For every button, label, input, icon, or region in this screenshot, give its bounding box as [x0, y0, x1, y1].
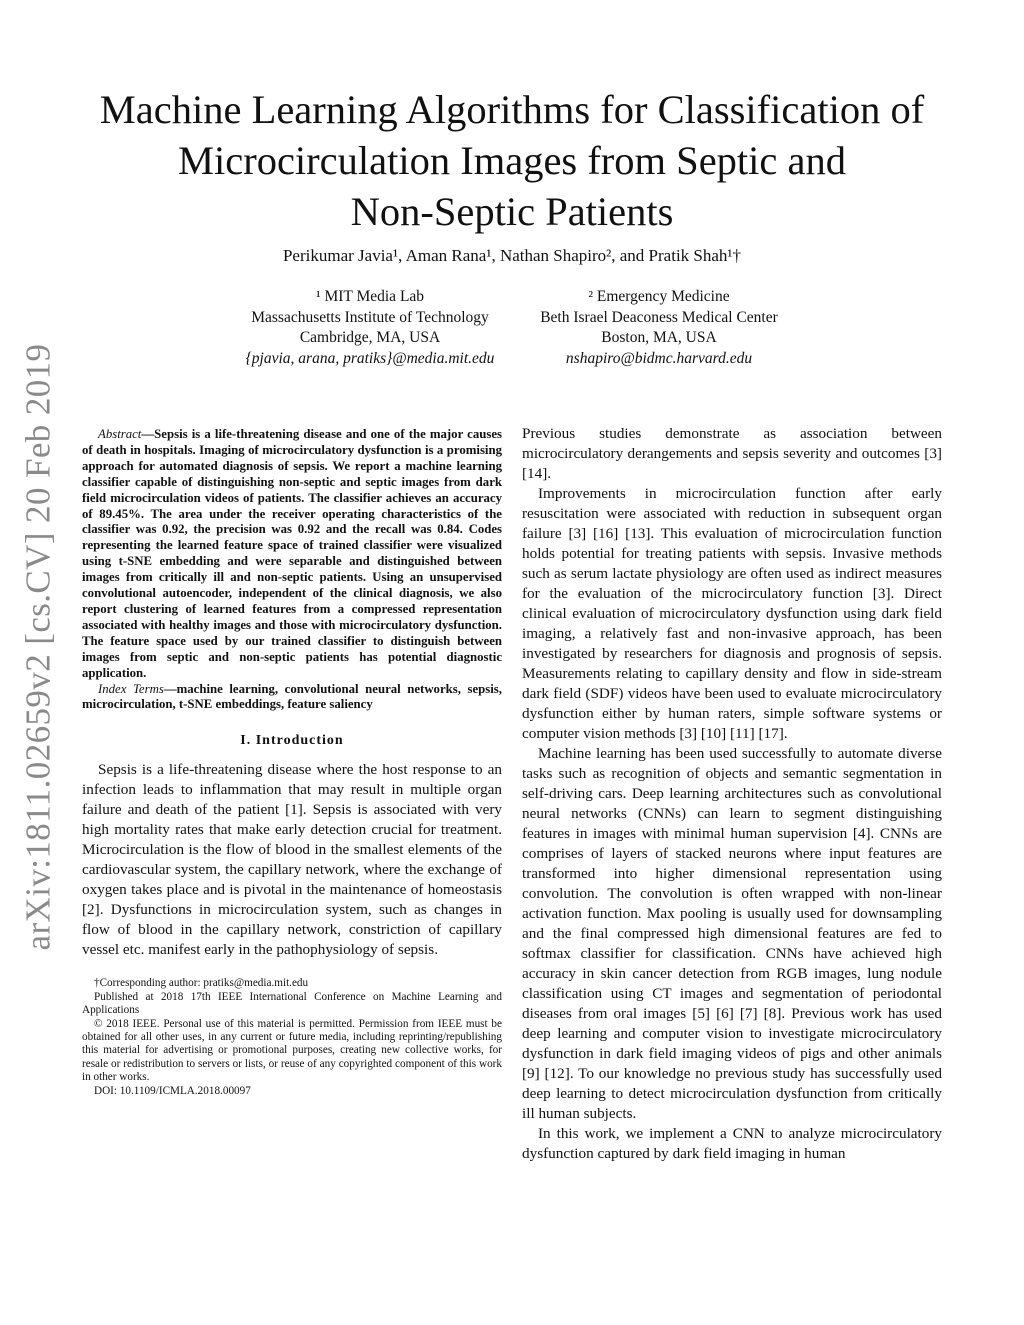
affiliation-line: ² Emergency Medicine [588, 288, 730, 305]
abstract-text: —Sepsis is a life-threatening disease and one of the major causes of death in hospitals. Imaging of microcirculatory dysfunction is a promising approach for automated diagnosis of sepsis. We report a machine learning classifier capable of distinguishing non-septic and septic images from dark field microcirculation videos of patients. The classifier achieves an accuracy of 89.45%. The area under the receiver operating characteristics of the classifier was 0.92, the precision was 0.92 and the recall was 0.84. Codes representing the learned feature space of trained classifier were visualized using t-SNE embedding and were separable and distinguished between images from critically ill and non-septic patients. Using an unsupervised convolutional autoencoder, independent of the clinical diagnosis, we also report clustering of learned features from a compressed representation associated with healthy images and those with microcirculatory dysfunction. The feature space used by our trained classifier to distinguish between images from septic and non-septic patients has potential diagnostic application. [82, 427, 502, 680]
affiliation-line: ¹ MIT Media Lab [315, 288, 425, 305]
title-line: Machine Learning Algorithms for Classification of [99, 87, 925, 132]
author-list: Perikumar Javia¹, Aman Rana¹, Nathan Shapiro², and Pratik Shah¹† [282, 246, 742, 265]
index-terms [82, 682, 502, 714]
body-paragraph: Machine learning has been used successfully to automate diverse tasks such as recognition of objects and semantic segmentation in self-driving cars. Deep learning architectures such as convolutional neural networks (CNNs) can learn to segment distinguishing features in images with minimal human supervision [4]. CNNs are comprises of layers of stacked neurons where input features are transformed into higher dimensional representation using convolution. The convolution is often wrapped with non-linear activation function. Max pooling is usually used for downsampling and the final compressed high dimensional features are fed to softmax classifier for classification. CNNs have achieved high accuracy in skin cancer detection from RGB images, lung nodule classification using CT images and segmentation of periodontal diseases from oral images [5] [6] [7] [8]. Previous work has used deep learning and computer vision to investigate microcirculatory dysfunction in dark field imaging videos of pigs and other animals [9] [12]. To our knowledge no previous study has successfully used deep learning to detect microcirculation dysfunction from critically ill human subjects. [522, 745, 942, 1122]
index-terms-lead: Index Terms [98, 681, 164, 696]
title-line: Microcirculation Images from Septic and [177, 138, 847, 183]
footnotes [82, 977, 502, 1098]
footnote-publication: Published at 2018 17th IEEE International Conference on Machine Learning and Applications [82, 990, 502, 1017]
affiliation-line: Cambridge, MA, USA [299, 329, 441, 346]
index-terms-text: —machine learning, convolutional neural networks, sepsis, microcirculation, t-SNE embeddings, feature saliency [82, 681, 502, 712]
abstract-lead: Abstract [98, 427, 142, 441]
section-heading-introduction: I. Introduction [240, 733, 344, 749]
affiliation-email: {pjavia, arana, pratiks}@media.mit.edu [245, 349, 495, 367]
body-paragraph: In this work, we implement a CNN to analyze microcirculatory dysfunction captured by dark field imaging in human [522, 1125, 942, 1162]
affiliation-line: Massachusetts Institute of Technology [251, 308, 489, 326]
intro-paragraph: Sepsis is a life-threatening disease where the host response to an infection leads to inflammation that may result in multiple organ failure and death of the patient [1]. Sepsis is associated with very high mortality rates that make early detection crucial for treatment. Microcirculation is the flow of blood in the smallest elements of the cardiovascular system, the capillary network, where the exchange of oxygen takes place and is pivotal in the maintenance of homeostasis [2]. Dysfunctions in microcirculation system, such as changes in flow of blood in the capillary network, constriction of capillary vessel etc. manifest early in the pathophysiology of sepsis. [82, 761, 502, 959]
footnote-corresponding-author: †Corresponding author: pratiks@media.mit.edu [94, 977, 309, 990]
body-paragraph: Improvements in microcirculation function after early resuscitation were associated with reduction in subsequent organ failure [3] [16] [13]. This evaluation of microcirculation function holds potential for treating patients with sepsis. Invasive methods such as serum lactate physiology are often used as indirect measures for the evaluation of the microcirculatory function [3]. Direct clinical evaluation of microcirculatory dysfunction using dark field imaging, a relatively fast and non-invasive approach, has been investigated by researchers for diagnosis and prognosis of sepsis. Measurements relating to capillary density and flow in side-stream dark field (SDF) videos have been used to evaluate microcirculatory dysfunction either by human raters, simple software systems or computer vision methods [3] [10] [11] [17]. [522, 485, 942, 742]
arxiv-id-text: arXiv:1811.02659v2 [cs.CV] 20 Feb 2019 [18, 343, 57, 951]
paper-title [60, 84, 964, 237]
affiliation-line: Boston, MA, USA [601, 329, 717, 346]
affiliation-mit [210, 287, 530, 369]
body-paragraph: Previous studies demonstrate as association between microcirculatory derangements and sepsis severity and outcomes [3] [14]. [522, 425, 942, 482]
title-line: Non-Septic Patients [350, 189, 674, 234]
abstract [82, 427, 502, 682]
arxiv-identifier [6, 343, 70, 951]
affiliation-line: Beth Israel Deaconess Medical Center [540, 308, 778, 326]
affiliation-bidmc [499, 287, 819, 369]
footnote-copyright: © 2018 IEEE. Personal use of this material is permitted. Permission from IEEE must be obtained for all other uses, in any current or future media, including reprinting/republishing this material for advertising or promotional purposes, creating new collective works, for resale or redistribution to servers or lists, or reuse of any copyrighted component of this work in other works. [82, 1017, 502, 1084]
left-column [82, 427, 502, 1098]
footnote-doi: DOI: 10.1109/ICMLA.2018.00097 [94, 1084, 251, 1097]
affiliation-email: nshapiro@bidmc.harvard.edu [565, 349, 753, 367]
right-column [522, 424, 942, 1164]
